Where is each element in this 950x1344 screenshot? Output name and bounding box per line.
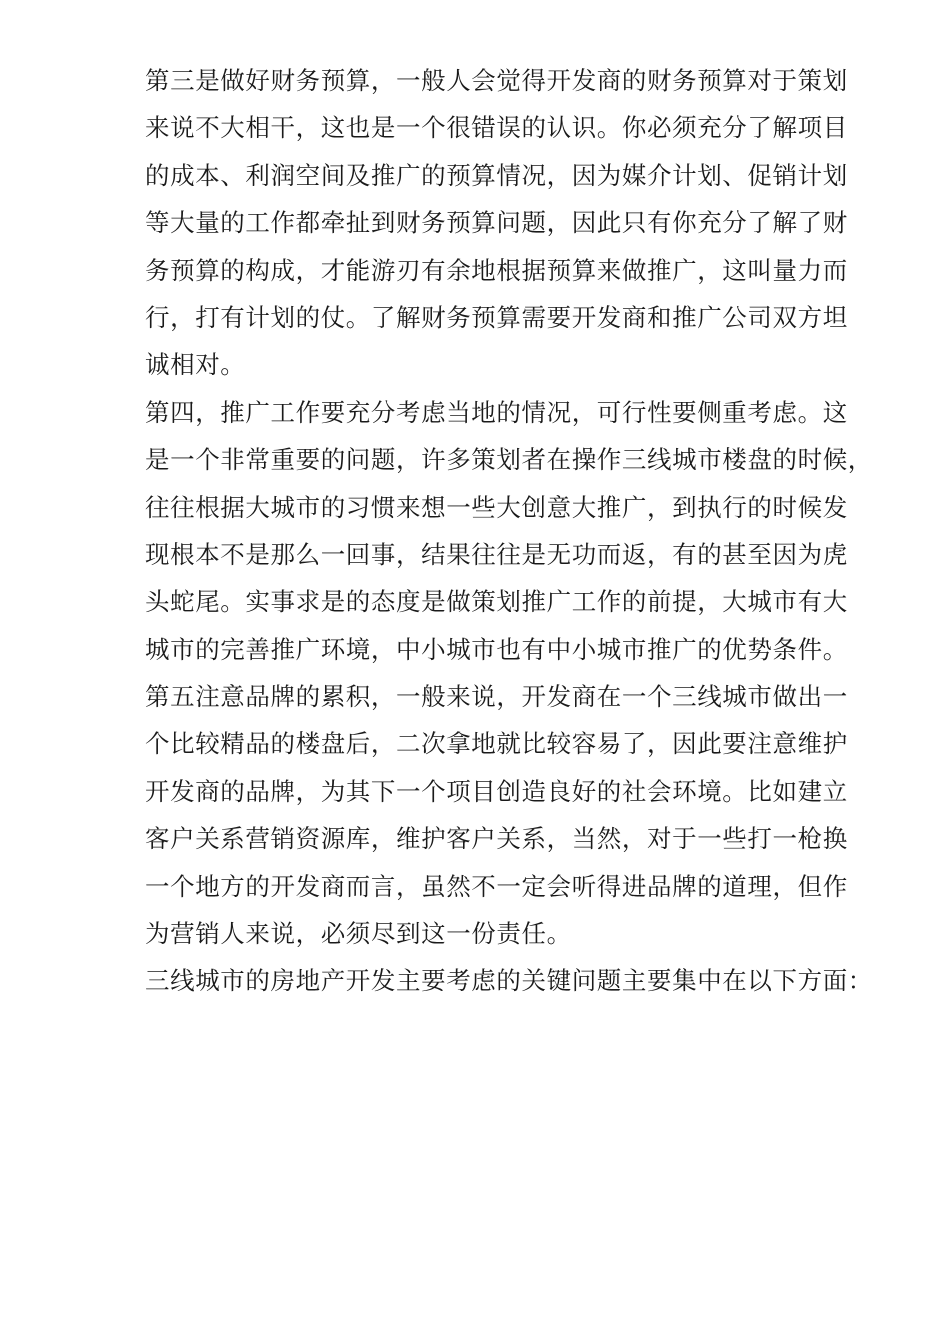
text-line: 是一个非常重要的问题，许多策划者在操作三线城市楼盘的时候， [145, 445, 873, 475]
text-line: 开发商的品牌，为其下一个项目创造良好的社会环境。比如建立 [145, 776, 848, 806]
text-line: 等大量的工作都牵扯到财务预算问题，因此只有你充分了解了财 [145, 208, 848, 238]
text-line: 第四，推广工作要充分考虑当地的情况，可行性要侧重考虑。这 [145, 397, 848, 427]
text-line: 现根本不是那么一回事，结果往往是无功而返，有的甚至因为虎 [145, 539, 848, 569]
body-text [145, 57, 885, 1005]
text-line: 三线城市的房地产开发主要考虑的关键问题主要集中在以下方面： [145, 966, 873, 996]
text-line: 客户关系营销资源库，维护客户关系，当然，对于一些打一枪换 [145, 824, 848, 854]
text-line: 往往根据大城市的习惯来想一些大创意大推广，到执行的时候发 [145, 492, 848, 522]
text-line: 第五注意品牌的累积，一般来说，开发商在一个三线城市做出一 [145, 682, 848, 712]
text-line: 务预算的构成，才能游刃有余地根据预算来做推广，这叫量力而 [145, 255, 848, 285]
text-line: 来说不大相干，这也是一个很错误的认识。你必须充分了解项目 [145, 113, 848, 143]
text-line: 的成本、利润空间及推广的预算情况，因为媒介计划、促销计划 [145, 160, 848, 190]
text-line: 个比较精品的楼盘后，二次拿地就比较容易了，因此要注意维护 [145, 729, 848, 759]
text-line: 行，打有计划的仗。了解财务预算需要开发商和推广公司双方坦 [145, 302, 848, 332]
text-line: 城市的完善推广环境，中小城市也有中小城市推广的优势条件。 [145, 634, 848, 664]
text-line: 头蛇尾。实事求是的态度是做策划推广工作的前提，大城市有大 [145, 587, 848, 617]
text-line: 为营销人来说，必须尽到这一份责任。 [145, 919, 572, 949]
text-line: 一个地方的开发商而言，虽然不一定会听得进品牌的道理，但作 [145, 871, 848, 901]
text-line: 第三是做好财务预算，一般人会觉得开发商的财务预算对于策划 [145, 66, 848, 95]
text-line: 诚相对。 [145, 350, 246, 380]
